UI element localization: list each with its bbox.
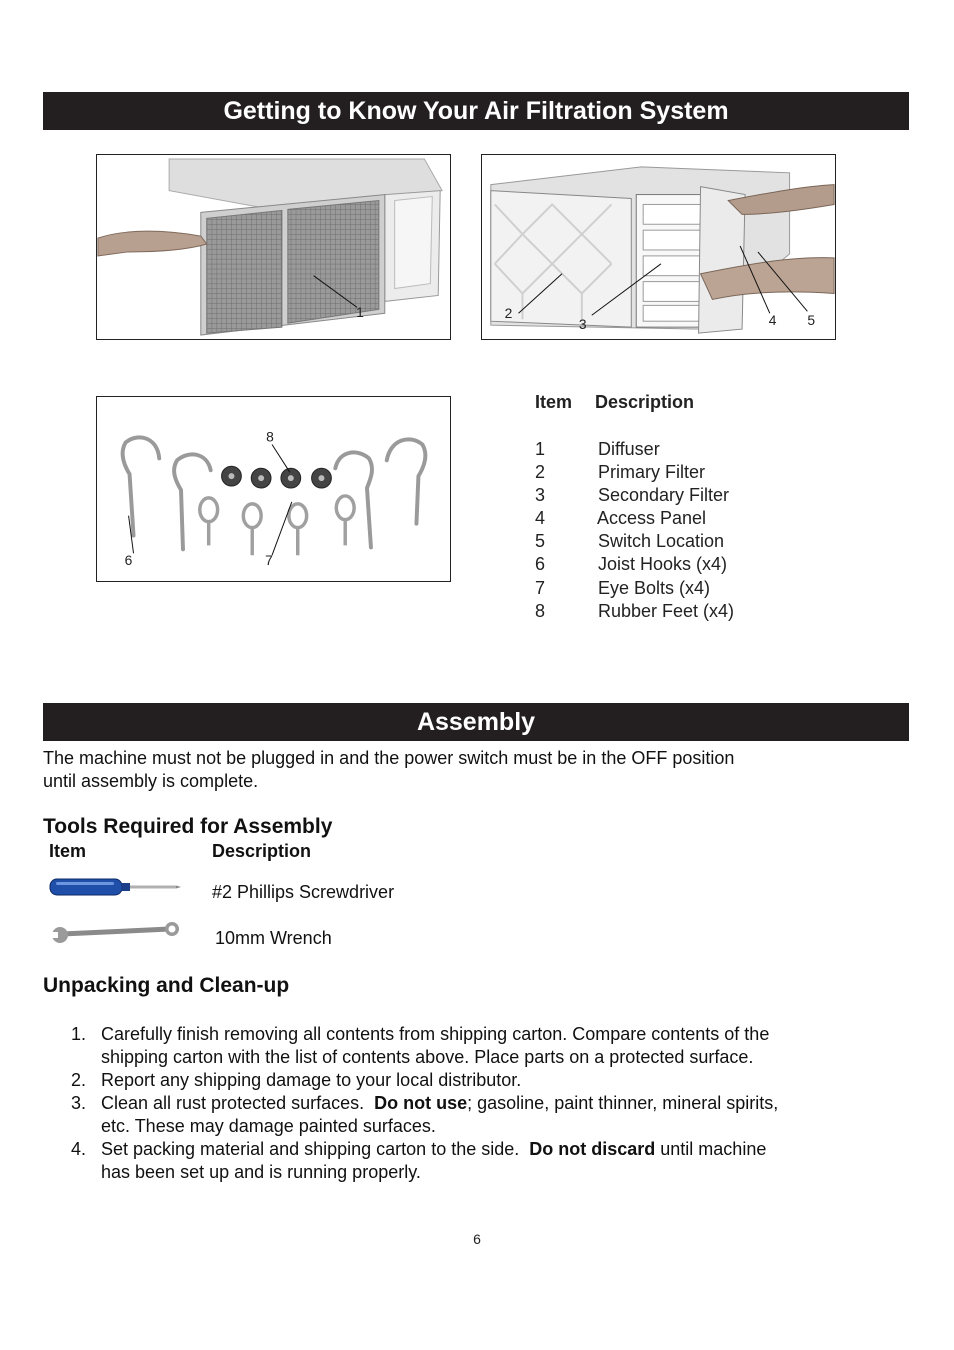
step-number: 3. — [71, 1093, 87, 1113]
step-emphasis: Do not use — [374, 1093, 468, 1113]
tool-desc: #2 Phillips Screwdriver — [212, 882, 395, 902]
legend-item-desc: Primary Filter — [598, 462, 705, 482]
legend-item-desc: Secondary Filter — [598, 485, 730, 505]
step-text: Set packing material and shipping carton to the side. — [101, 1139, 530, 1159]
filters-illustration — [482, 155, 835, 339]
step-line — [101, 1092, 841, 1115]
photo-filters-access-panel — [481, 154, 836, 340]
tools-header-item: Item — [49, 841, 87, 861]
legend-item-desc: Joist Hooks (x4) — [598, 554, 728, 574]
tools-header-description: Description — [212, 841, 312, 861]
callout-3: 3 — [578, 316, 587, 333]
callout-7: 7 — [265, 552, 273, 569]
step-number: 1. — [71, 1024, 87, 1044]
list-item — [71, 1138, 841, 1184]
legend-item-desc: Diffuser — [598, 439, 660, 459]
photo-diffuser — [96, 154, 451, 340]
step-line: etc. These may damage painted surfaces. — [101, 1116, 436, 1136]
parts-legend — [535, 392, 865, 632]
unpacking-steps — [71, 1023, 841, 1184]
legend-item-num: 7 — [535, 578, 546, 598]
photo-hardware — [96, 396, 451, 582]
legend-item-num: 5 — [535, 531, 546, 551]
phillips-screwdriver-icon — [46, 873, 182, 901]
step-line: Report any shipping damage to your local distributor. — [101, 1070, 522, 1090]
legend-item-num: 1 — [535, 439, 546, 459]
callout-2: 2 — [504, 305, 513, 322]
legend-header-item: Item — [535, 392, 573, 412]
callout-4: 4 — [768, 312, 777, 329]
callout-6: 6 — [124, 552, 133, 569]
wrench-icon — [48, 921, 182, 947]
list-item — [71, 1092, 841, 1138]
callout-8: 8 — [266, 428, 274, 445]
legend-header-description: Description — [595, 392, 695, 412]
legend-item-num: 6 — [535, 554, 546, 574]
section-header-air-filtration — [43, 92, 909, 130]
intro-line: The machine must not be plugged in and the power switch must be in the OFF position — [43, 748, 735, 768]
tools-heading: Tools Required for Assembly — [43, 815, 333, 838]
diffuser-illustration — [97, 155, 450, 339]
list-item — [71, 1023, 841, 1069]
legend-item-desc: Rubber Feet (x4) — [598, 601, 735, 621]
legend-item-desc: Access Panel — [597, 508, 707, 528]
callout-5: 5 — [807, 312, 816, 329]
legend-item-num: 8 — [535, 601, 546, 621]
step-number: 4. — [71, 1139, 87, 1159]
callout-1: 1 — [356, 304, 364, 321]
step-line — [101, 1138, 841, 1161]
assembly-intro — [43, 747, 863, 793]
step-emphasis: Do not discard — [529, 1139, 656, 1159]
step-text: Clean all rust protected surfaces. — [101, 1093, 375, 1113]
step-text: ; gasoline, paint thinner, mineral spirits, — [467, 1093, 779, 1113]
page-number: 6 — [473, 1231, 481, 1247]
hardware-illustration — [97, 397, 450, 581]
legend-item-num: 3 — [535, 485, 546, 505]
step-line: Carefully finish removing all contents from shipping carton. Compare contents of the — [101, 1024, 770, 1044]
tool-desc: 10mm Wrench — [215, 928, 332, 948]
legend-item-desc: Switch Location — [598, 531, 725, 551]
legend-item-num: 4 — [535, 508, 546, 528]
intro-line: until assembly is complete. — [43, 771, 259, 791]
step-line: shipping carton with the list of contents above. Place parts on a protected surface. — [101, 1047, 754, 1067]
list-item — [71, 1069, 841, 1092]
section-title: Assembly — [416, 708, 536, 736]
step-number: 2. — [71, 1070, 87, 1090]
section-title: Getting to Know Your Air Filtration System — [223, 97, 729, 125]
step-text: until machine — [655, 1139, 767, 1159]
step-line: has been set up and is running properly. — [101, 1162, 421, 1182]
legend-item-desc: Eye Bolts (x4) — [598, 578, 711, 598]
legend-item-num: 2 — [535, 462, 546, 482]
section-header-assembly — [43, 703, 909, 741]
unpacking-heading: Unpacking and Clean-up — [43, 974, 290, 997]
